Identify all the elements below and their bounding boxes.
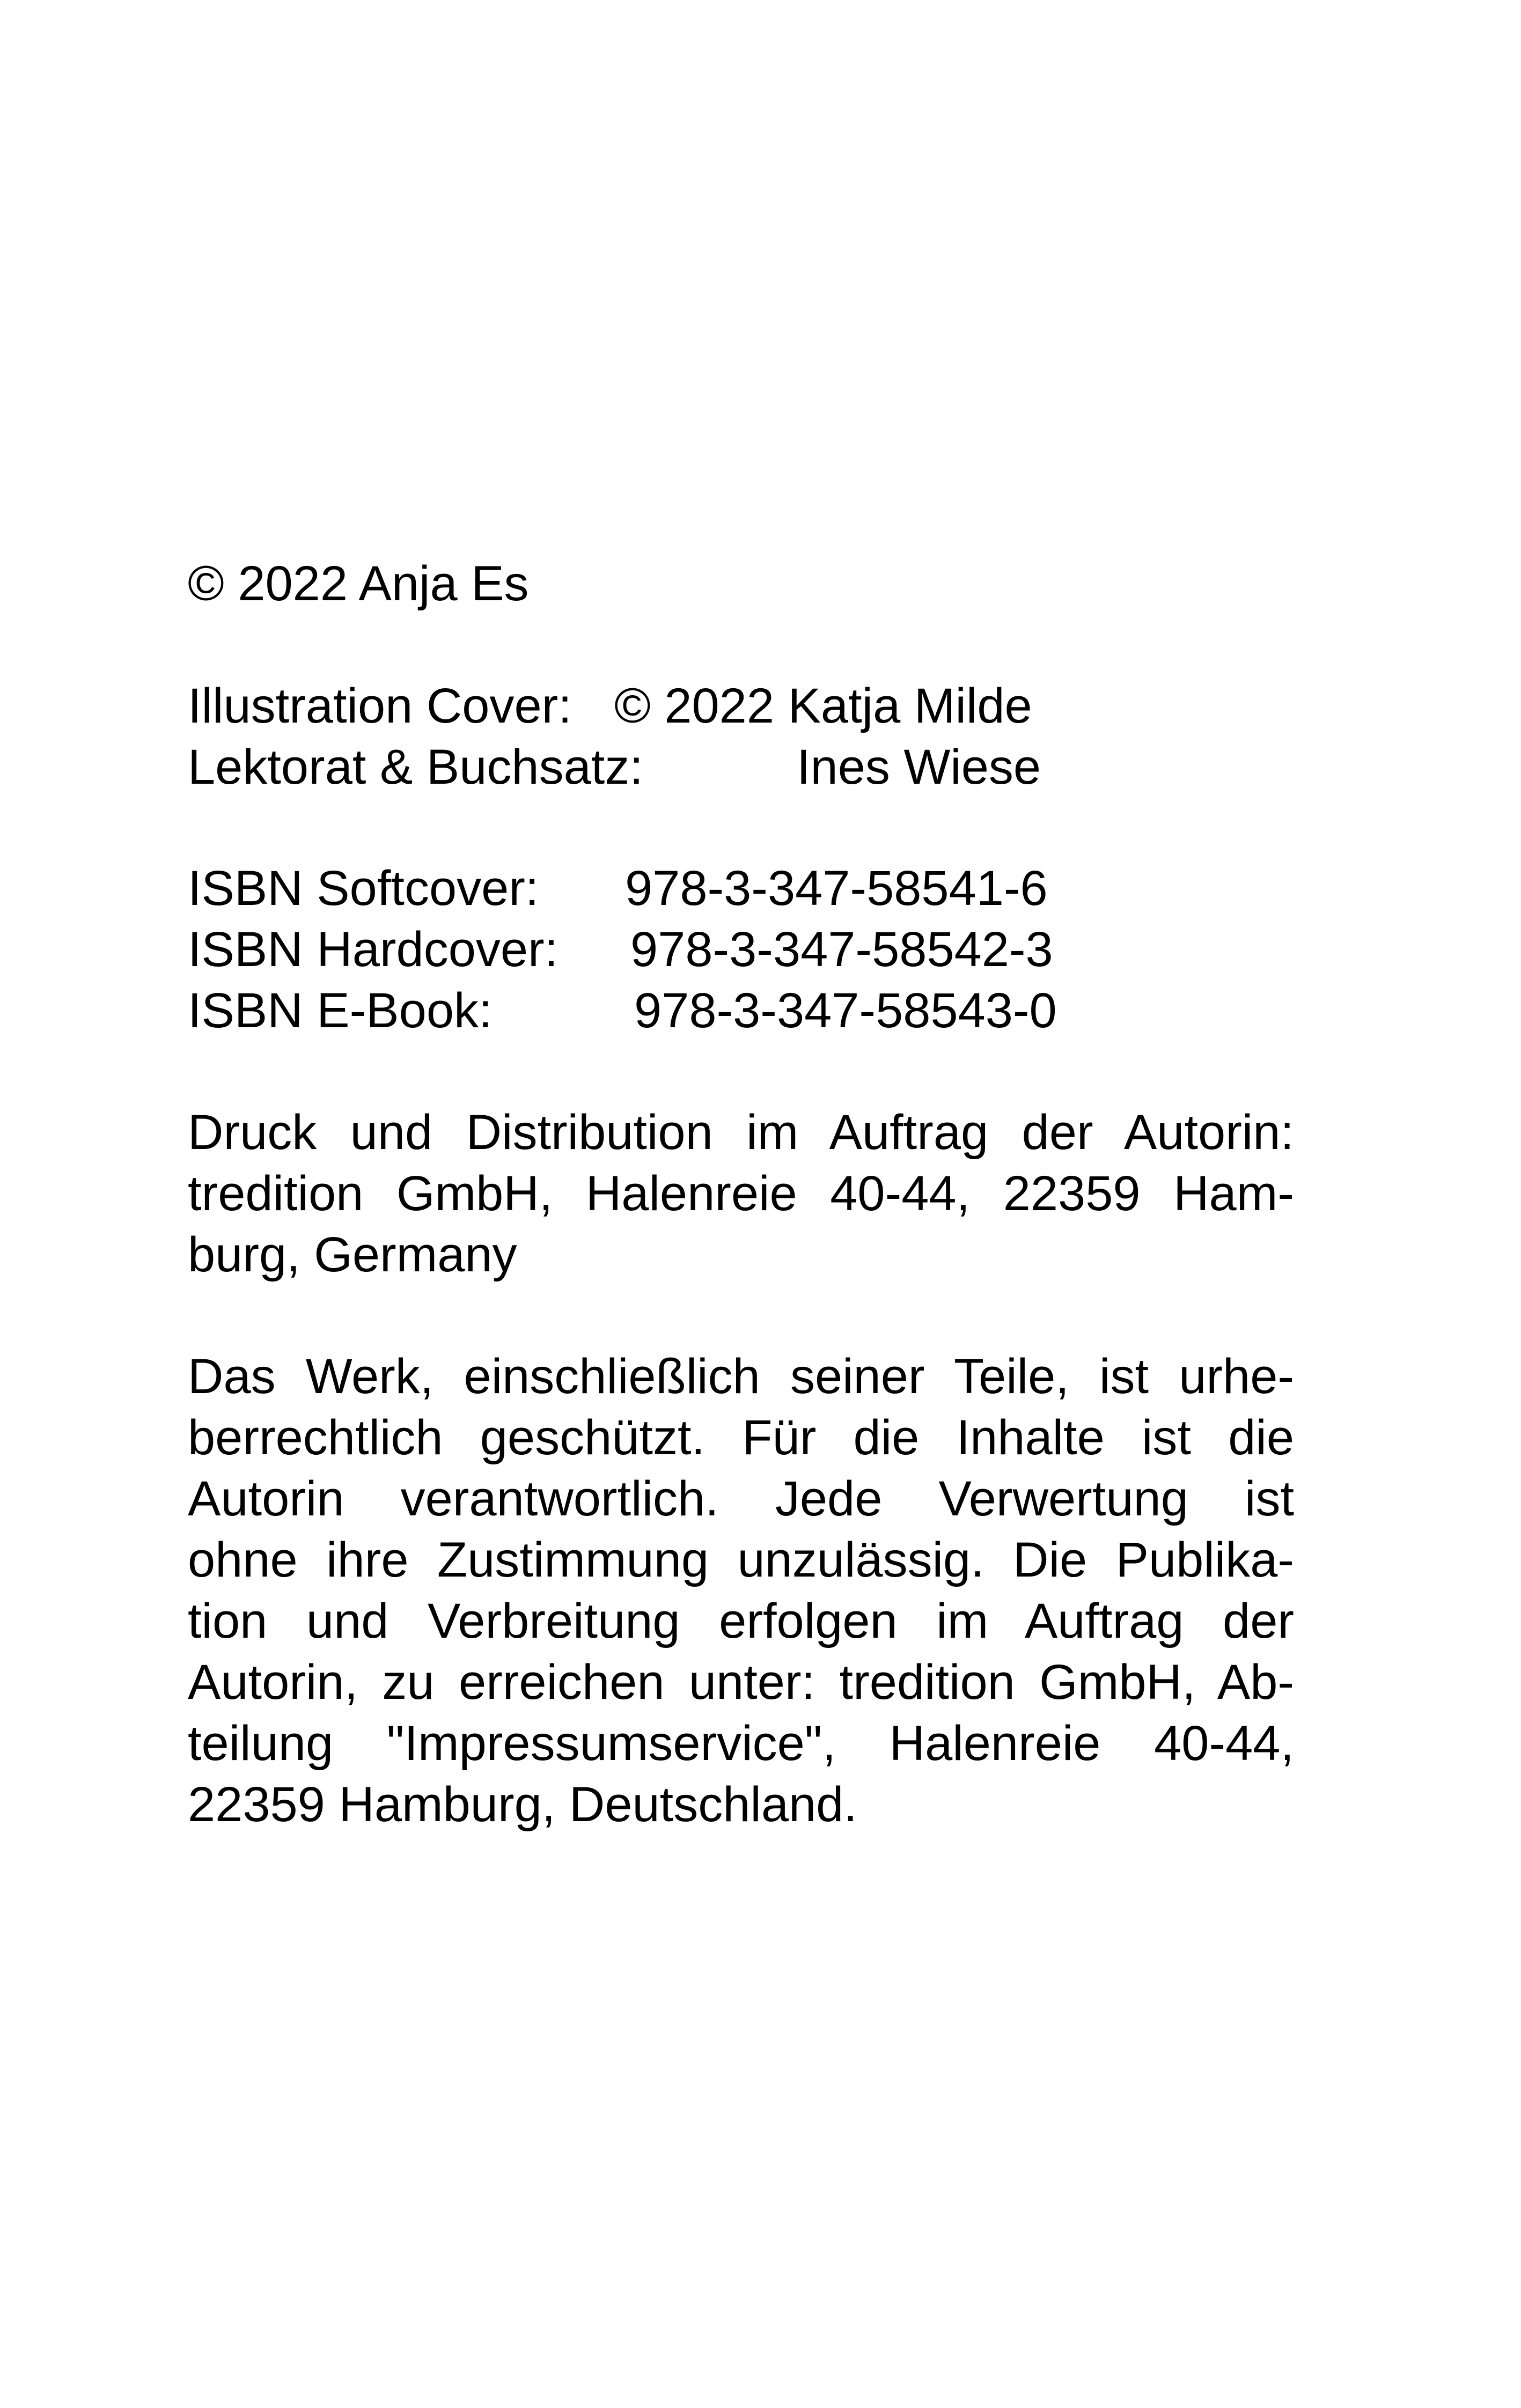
credit-label: Illustration Cover: [188, 679, 572, 733]
credit-value: © 2022 Katja Milde [614, 679, 1032, 733]
isbn-line-hardcover [188, 922, 1053, 977]
credit-label: Lektorat & Buchsatz: [188, 740, 643, 794]
print-notice-line: tredition GmbH, Halenreie 40-44, 22359 Ham- [188, 1166, 1294, 1221]
print-notice-line: burg, Germany [188, 1227, 517, 1282]
legal-notice-line: tion und Verbreitung erfolgen im Auftrag der [188, 1594, 1294, 1648]
legal-notice-line: Das Werk, einschließlich seiner Teile, ist urhe- [188, 1349, 1294, 1404]
isbn-line-softcover [188, 861, 1048, 916]
isbn-label: ISBN Softcover: [188, 861, 539, 916]
credit-value: Ines Wiese [797, 740, 1041, 794]
isbn-value: 978-3-347-58541-6 [625, 861, 1048, 916]
legal-notice-line: Autorin verantwortlich. Jede Verwertung ist [188, 1471, 1294, 1526]
isbn-value: 978-3-347-58543-0 [634, 983, 1057, 1038]
legal-notice-line: teilung "Impressumservice", Halenreie 40-44, [188, 1716, 1294, 1771]
isbn-label: ISBN Hardcover: [188, 922, 559, 977]
credit-line-editing [188, 740, 1041, 794]
legal-notice-line: berrechtlich geschützt. Für die Inhalte ist die [188, 1410, 1294, 1465]
copyright-line: © 2022 Anja Es [188, 556, 529, 611]
legal-notice-line: Autorin, zu erreichen unter: tredition GmbH, Ab- [188, 1655, 1294, 1710]
isbn-value: 978-3-347-58542-3 [630, 922, 1053, 977]
isbn-label: ISBN E-Book: [188, 983, 493, 1038]
isbn-line-ebook [188, 983, 1057, 1038]
legal-notice-line: 22359 Hamburg, Deutschland. [188, 1777, 857, 1832]
credit-line-illustration [188, 679, 1032, 733]
print-notice-line: Druck und Distribution im Auftrag der Autorin: [188, 1105, 1294, 1160]
legal-notice-line: ohne ihre Zustimmung unzulässig. Die Publika- [188, 1533, 1294, 1587]
